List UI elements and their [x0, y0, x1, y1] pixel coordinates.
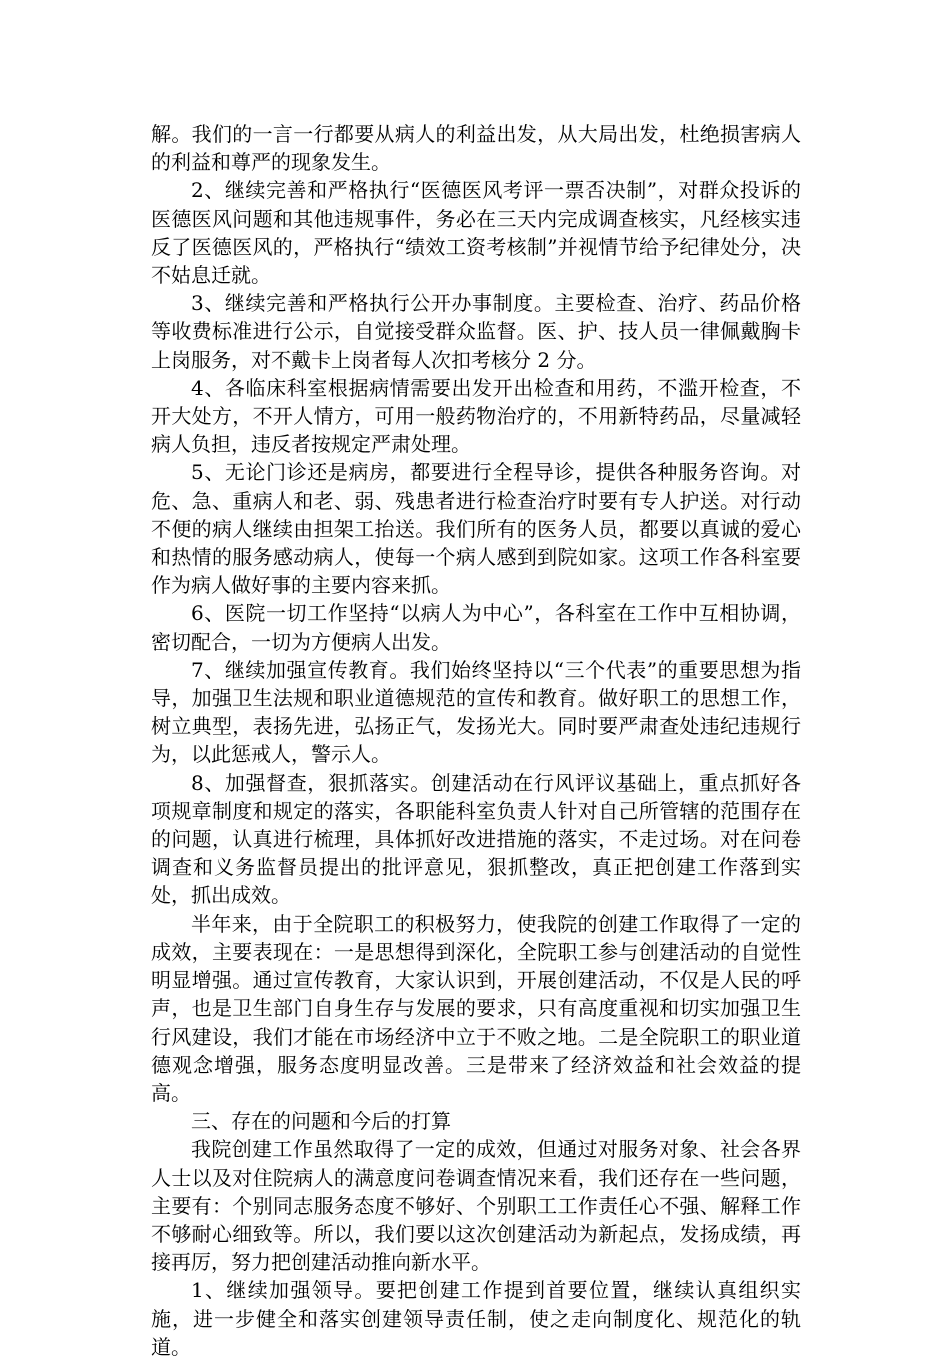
paragraph-item-4: 4、各临床科室根据病情需要出发开出检查和用药，不滥开检查，不开大处方，不开人情方，可用一般药物治疗的，不用新特药品，尽量减轻病人负担，违反者按规定严肃处理。 — [151, 375, 801, 457]
paragraph-item-3: 3、继续完善和严格执行公开办事制度。主要检查、治疗、药品价格等收费标准进行公示，自觉接受群众监督。医、护、技人员一律佩戴胸卡上岗服务，对不戴卡上岗者每人次扣考核分 2 分。 — [151, 291, 801, 372]
paragraph-item-6: 6、医院一切工作坚持“以病人为中心”，各科室在工作中互相协调，密切配合，一切为方便病人出发。 — [151, 601, 801, 654]
paragraph-problems: 我院创建工作虽然取得了一定的成效，但通过对服务对象、社会各界人士以及对住院病人的满意度问卷调查情况来看，我们还存在一些问题，主要有：个别同志服务态度不够好、个别职工工作责任心不强、解释工作不够耐心细致等。所以，我们要以这次创建活动为新起点，发扬成绩，再接再厉，努力把创建活动推向新水平。 — [151, 1137, 801, 1275]
paragraph-item-5: 5、无论门诊还是病房，都要进行全程导诊，提供各种服务咨询。对危、急、重病人和老、弱、残患者进行检查治疗时要有专人护送。对行动不便的病人继续由担架工抬送。我们所有的医务人员，都要以真诚的爱心和热情的服务感动病人，使每一个病人感到到院如家。这项工作各科室要作为病人做好事的主要内容来抓。 — [151, 460, 801, 598]
paragraph-item-8: 8、加强督查，狠抓落实。创建活动在行风评议基础上，重点抓好各项规章制度和规定的落实，各职能科室负责人针对自己所管辖的范围存在的问题，认真进行梳理，具体抓好改进措施的落实，不走过场。对在问卷调查和义务监督员提出的批评意见，狠抓整改，真正把创建工作落到实处，抓出成效。 — [151, 770, 801, 908]
section-heading: 三、存在的问题和今后的打算 — [191, 1109, 451, 1134]
paragraph-summary: 半年来，由于全院职工的积极努力，使我院的创建工作取得了一定的成效，主要表现在：一是思想得到深化，全院职工参与创建活动的自觉性明显增强。通过宣传教育，大家认识到，开展创建活动，不仅是人民的呼声，也是卫生部门自身生存与发展的要求，只有高度重视和切实加强卫生行风建设，我们才能在市场经济中立于不败之地。二是全院职工的职业道德观念增强，服务态度明显改善。三是带来了经济效益和社会效益的提高。 — [151, 911, 801, 1105]
paragraph-plan-1: 1、继续加强领导。要把创建工作提到首要位置，继续认真组织实施，进一步健全和落实创建领导责任制，使之走向制度化、规范化的轨道。 — [151, 1278, 801, 1359]
paragraph-item-7: 7、继续加强宣传教育。我们始终坚持以“三个代表”的重要思想为指导，加强卫生法规和职业道德规范的宣传和教育。做好职工的思想工作，树立典型，表扬先进，弘扬正气，发扬光大。同时要严肃查处违纪违规行为，以此惩戒人，警示人。 — [151, 657, 801, 767]
paragraph-item-2: 2、继续完善和严格执行“医德医风考评一票否决制”，对群众投诉的医德医风问题和其他违规事件，务必在三天内完成调查核实，凡经核实违反了医德医风的，严格执行“绩效工资考核制”并视情节给予纪律处分，决不姑息迁就。 — [151, 178, 801, 288]
paragraph-continuation: 解。我们的一言一行都要从病人的利益出发，从大局出发，杜绝损害病人的利益和尊严的现象发生。 — [151, 122, 801, 175]
document-page — [151, 120, 801, 1361]
